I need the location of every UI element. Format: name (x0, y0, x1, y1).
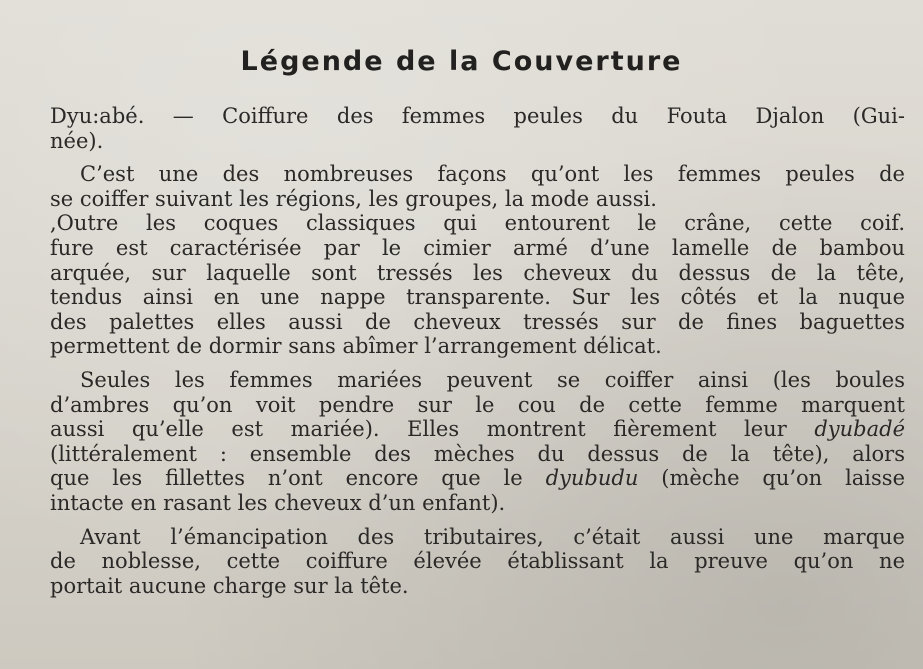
text-line: permettent de dormir sans abîmer l’arrangement délicat. (50, 334, 662, 359)
text-line: fure est caractérisée par le cimier armé d’une lamelle de bambou (50, 235, 905, 260)
paragraph-4 (50, 525, 905, 599)
text-line: née). (50, 128, 104, 153)
text-line: Dyu:abé. — Coiffure des femmes peules du Fouta Djalon (Gui- (50, 104, 905, 128)
paragraph-2 (50, 162, 905, 359)
text-line (50, 466, 905, 491)
text-line: portait aucune charge sur la tête. (50, 573, 409, 598)
paragraph-3 (50, 368, 905, 516)
italic-term: dyubudu (545, 466, 639, 491)
page-title: Légende de la Couverture (240, 46, 683, 77)
text-line: tendus ainsi en une nappe transparente. Sur les côtés et la nuque (50, 285, 905, 310)
paragraph-1 (50, 104, 905, 153)
text-line: intacte en rasant les cheveux d’un enfant). (50, 490, 506, 515)
text-line: Seules les femmes mariées peuvent se coiffer ainsi (les boules (80, 367, 905, 392)
text-line: C’est une des nombreuses façons qu’ont les femmes peules de (80, 162, 905, 187)
text-line: Avant l’émancipation des tributaires, c’était aussi une marque (80, 524, 905, 549)
italic-term: dyubadé (814, 417, 905, 442)
text-segment: (mèche qu’on laisse (661, 466, 906, 491)
text-line: ,Outre les coques classiques qui entourent le crâne, cette coif. (50, 211, 905, 236)
text-line: d’ambres qu’on voit pendre sur le cou de cette femme marquent (50, 392, 905, 417)
document-body (50, 104, 905, 607)
text-segment: que les fillettes n’ont encore que le (50, 466, 523, 491)
text-line (50, 417, 905, 442)
text-line: des palettes elles aussi de cheveux tressés sur de fines baguettes (50, 309, 905, 334)
text-segment: aussi qu’elle est mariée). Elles montrent fièrement leur (50, 417, 787, 442)
text-line: de noblesse, cette coiffure élevée établissant la preuve qu’on ne (50, 549, 905, 574)
text-line: arquée, sur laquelle sont tressés les cheveux du dessus de la tête, (50, 260, 905, 285)
text-line: se coiffer suivant les régions, les groupes, la mode aussi. (50, 186, 657, 211)
text-line: (littéralement : ensemble des mèches du dessus de la tête), alors (50, 441, 905, 466)
